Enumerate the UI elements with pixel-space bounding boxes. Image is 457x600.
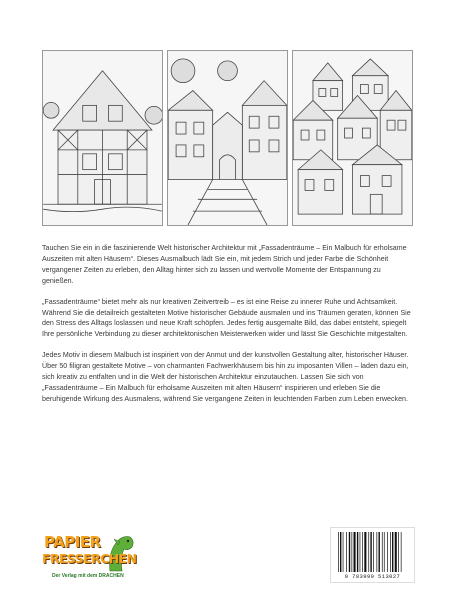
illustration-half-timbered-house (42, 50, 163, 226)
cobblestone-street-drawing (168, 51, 287, 225)
illustrations-strip (42, 50, 413, 226)
barcode-number: 9 783990 513027 (344, 573, 401, 580)
logo-tagline: Der Verlag mit dem DRACHEN (52, 573, 124, 579)
paragraph-3: Jedes Motiv in diesem Malbuch ist inspiriert von der Anmut und der kunstvollen Gestaltung alter, historischer Häuser. Über 50 filigran gestaltete Motive – von charmanten Fachwerkhäusern bis hin zu imposanten Villen – laden dazu ein, sich kreativ zu entfalten und in die Welt der historischen Architektur einzutauchen. Lassen Sie sich von „Fassadenträume – Ein Malbuch für erholsame Auszeiten mit alten Häusern“ inspirieren und erleben Sie die beruhigende Wirkung des Ausmalens, während Sie vergangene Zeiten in leuchtenden Farben zum Leben erwecken. (42, 351, 409, 403)
paragraph-1: Tauchen Sie ein in die faszinierende Welt historischer Architektur mit „Fassadenträume – Ein Malbuch für erholsame Auszeiten mit alten Häusern“. Dieses Ausmalbuch lädt Sie ein, mit jedem Strich und jeder Farbe die Schönheit vergangener Zeiten zu erleben, den Alltag hinter sich zu lassen und wertvolle Momente der Entspannung zu genießen. (42, 244, 407, 285)
illustration-hillside-houses (292, 50, 413, 226)
illustration-cobblestone-street (167, 50, 288, 226)
logo-line2: FRESSERCHEN (42, 551, 137, 566)
logo-line1: PAPIER (44, 533, 101, 551)
paragraph-2: „Fassadenträume“ bietet mehr als nur kreativen Zeitvertreib – es ist eine Reise zu innerer Ruhe und Achtsamkeit. Während Sie die detailreich gestalteten Motive historischer Gebäude ausmalen und ins Träumen geraten, können Sie den Stress des Alltags loslassen und neue Kraft schöpfen. Jedes fertig ausgemalte Bild, das dabei entsteht, spiegelt Ihre persönliche Verbindung zu dieser architektonischen Meisterwerken wider und lässt Sie Geschichte mitgestalten. (42, 297, 411, 339)
isbn-barcode (330, 527, 415, 583)
publisher-logo (40, 523, 138, 585)
half-timbered-house-drawing (43, 51, 162, 225)
description-text (42, 243, 414, 415)
hillside-houses-drawing (293, 51, 412, 225)
barcode-icon (337, 532, 410, 572)
